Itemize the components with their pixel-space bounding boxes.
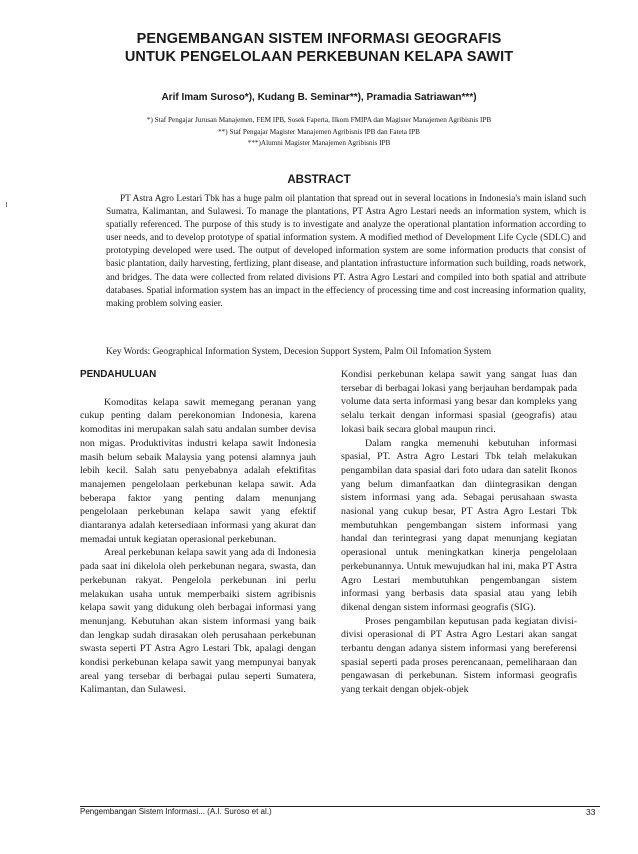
paragraph: Proses pengambilan keputusan pada kegiatan divisi-divisi operasional di PT Astra Agro Lestari akan sangat terbantu dengan adanya sistem informasi yang bereferensi spasial seperti pada proses perencanaan, pemeliharaan dan pengawasan di perkebunan. Sistem informasi geografis yang terkait dengan objek-objek bbox=[341, 615, 577, 696]
left-column bbox=[80, 368, 316, 697]
margin-mark bbox=[6, 202, 7, 207]
paragraph: Dalam rangka memenuhi kebutuhan informasi spasial, PT. Astra Agro Lestari Tbk telah melakukan pengambilan data spasial dari foto udara dan satelit Ikonos yang belum dimanfaatkan dan diintegrasikan dengan sistem informasi yang ada. Sebagai perusahaan swasta nasional yang cukup besar, PT Astra Agro Lestari Tbk membutuhkan pengembangan sistem informasi yang handal dan terintegrasi yang dapat menunjang kegiatan operasional untuk meningkatkan kinerja pengelolaan perkebunannya. Untuk mewujudkan hal ini, maka PT Astra Agro Lestari membutuhkan pengembangan sistem informasi yang berbasis data spasial atau yang lebih dikenal dengan sistem informasi geografis (SIG). bbox=[341, 437, 577, 613]
paper-title bbox=[0, 30, 638, 66]
paragraph: Areal perkebunan kelapa sawit yang ada di Indonesia pada saat ini dikelola oleh perkebunan negara, swasta, dan perkebunan rakyat. Pengelola perkebunan ini perlu melakukan usaha untuk memperbaiki sistem agribisnis kelapa sawit yang didukung oleh berbagai informasi yang menunjang. Kebutuhan akan sistem informasi yang baik dan lengkap sudah dirasakan oleh perusahaan perkebunan swasta seperti PT Astra Agro Lestari Tbk, apalagi dengan kondisi perkebunan kelapa sawit yang mempunyai banyak areal yang tersebar di berbagai pulau seperti Sumatera, Kalimantan, dan Sulawesi. bbox=[80, 547, 316, 696]
affiliation-3: ***)Alumni Magister Manajemen Agribisnis IPB bbox=[247, 139, 391, 147]
running-footer: Pengembangan Sistem Informasi... (A.I. Suroso et al.) bbox=[80, 807, 272, 816]
affiliation-1: *) Staf Pengajar Jurusan Manajemen, FEM IPB, Sosek Faperta, Ilkom FMIPA dan Magister Manajemen Agribisnis IPB bbox=[146, 116, 492, 124]
author-list: Arif Imam Suroso*), Kudang B. Seminar**), Pramadia Satriawan***) bbox=[161, 92, 477, 103]
right-column bbox=[341, 368, 577, 697]
paragraph: Kondisi perkebunan kelapa sawit yang sangat luas dan tersebar di berbagai lokasi yang berjauhan berdampak pada volume data serta informasi yang besar dan kompleks yang selalu terkait dengan informasi spasial (geografis) atau lokasi baik secara global maupun rinci. bbox=[341, 369, 577, 435]
paragraph: Komoditas kelapa sawit memegang peranan yang cukup penting dalam perekonomian Indonesia, karena komoditas ini merupakan salah satu andalan sumber devisa non migas. Produktivitas industri kelapa sawit Indonesia masih belum sebaik Malaysia yang potensi alamnya jauh lebih kecil. Salah satu penyebabnya adalah efektifitas manajemen pengelolaan perkebunan kelapa sawit. Ada beberapa faktor yang penting dalam menunjang pengelolaan perkebunan kelapa sawit yang efektif diantaranya adalah ketersediaan informasi yang akurat dan memadai untuk kegiatan operasional perkebunan. bbox=[80, 396, 316, 545]
keywords: Key Words: Geographical Information System, Decesion Support System, Palm Oil Infomation System bbox=[106, 347, 492, 357]
affiliations bbox=[0, 115, 638, 150]
section-heading: PENDAHULUAN bbox=[80, 369, 157, 380]
page-number: 33 bbox=[586, 807, 596, 817]
abstract-heading: ABSTRACT bbox=[287, 174, 351, 186]
title-line-2: UNTUK PENGELOLAAN PERKEBUNAN KELAPA SAWIT bbox=[124, 49, 514, 65]
abstract-text: PT Astra Agro Lestari Tbk has a huge palm oil plantation that spread out in several locations in Indonesia's main island such Sumatra, Kalimantan, and Sulawesi. To manage the plantations, PT Astra Agro Lestari needs an information system, which is spatially referenced. The purpose of this study is to investigate and analyze the operational plantation information according to user needs, and to develop prototype of spatial information system. A modified method of Development Life Cycle (SDLC) and prototyping developed were used. The output of developed information system are some information products that consist of basic plantation, daily harvesting, fertlizing, plant disease, and plantation infrastucture information such building, roads network, and bridges. The data were collected from related divisions PT. Astra Agro Lestari and compiled into both spatial and attribute databases. Spatial information system has an impact in the effeciency of processing time and cost increasing information quality, making problem solving easier. bbox=[106, 194, 586, 309]
title-line-1: PENGEMBANGAN SISTEM INFORMASI GEOGRAFIS bbox=[136, 31, 502, 47]
affiliation-2: **) Staf Pengajar Magister Manajemen Agribisnis IPB dan Fateta IPB bbox=[218, 127, 420, 136]
